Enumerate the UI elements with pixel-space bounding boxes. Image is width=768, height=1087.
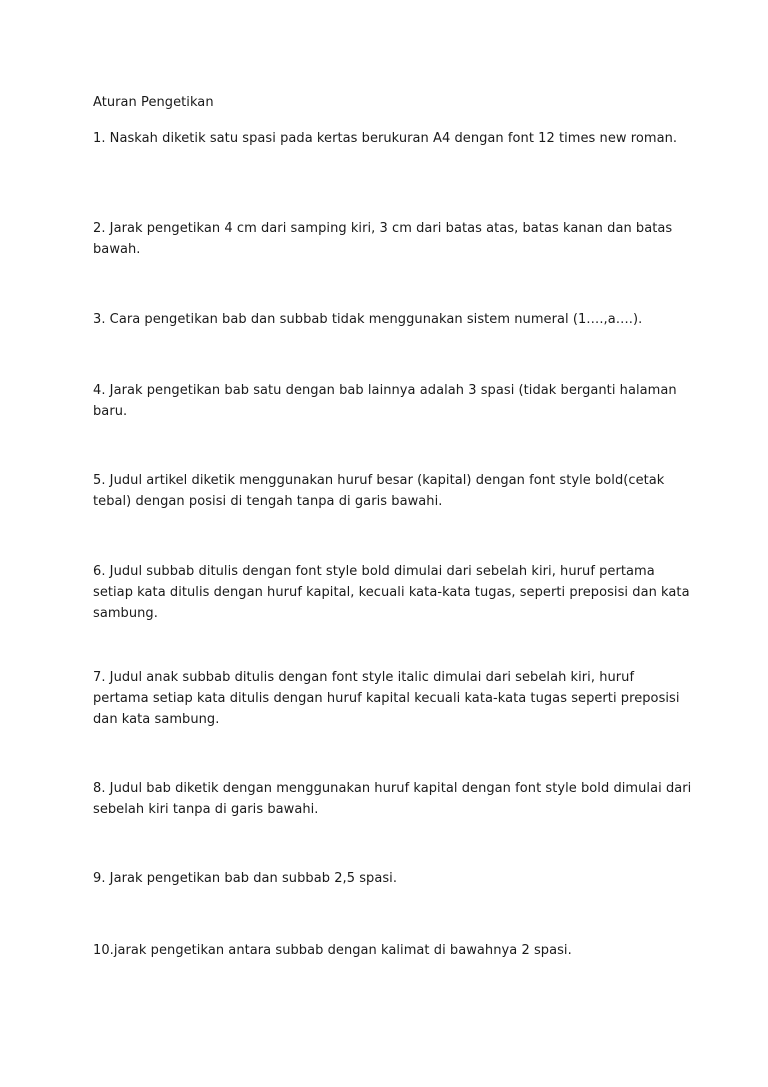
rule-item-8: 8. Judul bab diketik dengan menggunakan huruf kapital dengan font style bold dimulai dari sebelah kiri tanpa di garis bawahi.: [93, 781, 692, 817]
rule-item-4: 4. Jarak pengetikan bab satu dengan bab lainnya adalah 3 spasi (tidak berganti halaman baru.: [93, 383, 677, 419]
rule-item-7: 7. Judul anak subbab ditulis dengan font style italic dimulai dari sebelah kiri, huruf pertama setiap kata ditulis dengan huruf kapital kecuali kata-kata tugas seperti preposisi dan kata sambung.: [93, 670, 680, 727]
rule-item-9: 9. Jarak pengetikan bab dan subbab 2,5 spasi.: [93, 871, 398, 886]
rule-item-3: 3. Cara pengetikan bab dan subbab tidak menggunakan sistem numeral (1….,a….).: [93, 312, 643, 327]
rule-item-10: 10.jarak pengetikan antara subbab dengan kalimat di bawahnya 2 spasi.: [93, 943, 572, 958]
rule-item-6: 6. Judul subbab ditulis dengan font style bold dimulai dari sebelah kiri, huruf pertama setiap kata ditulis dengan huruf kapital, kecuali kata-kata tugas, seperti preposisi dan kata sambung.: [93, 564, 690, 621]
rule-item-5: 5. Judul artikel diketik menggunakan huruf besar (kapital) dengan font style bold(cetak tebal) dengan posisi di tengah tanpa di garis bawahi.: [93, 473, 665, 509]
rule-item-2: 2. Jarak pengetikan 4 cm dari samping kiri, 3 cm dari batas atas, batas kanan dan batas bawah.: [93, 221, 673, 257]
document-heading: Aturan Pengetikan: [93, 95, 214, 110]
rule-item-1: 1. Naskah diketik satu spasi pada kertas berukuran A4 dengan font 12 times new roman.: [93, 131, 678, 146]
